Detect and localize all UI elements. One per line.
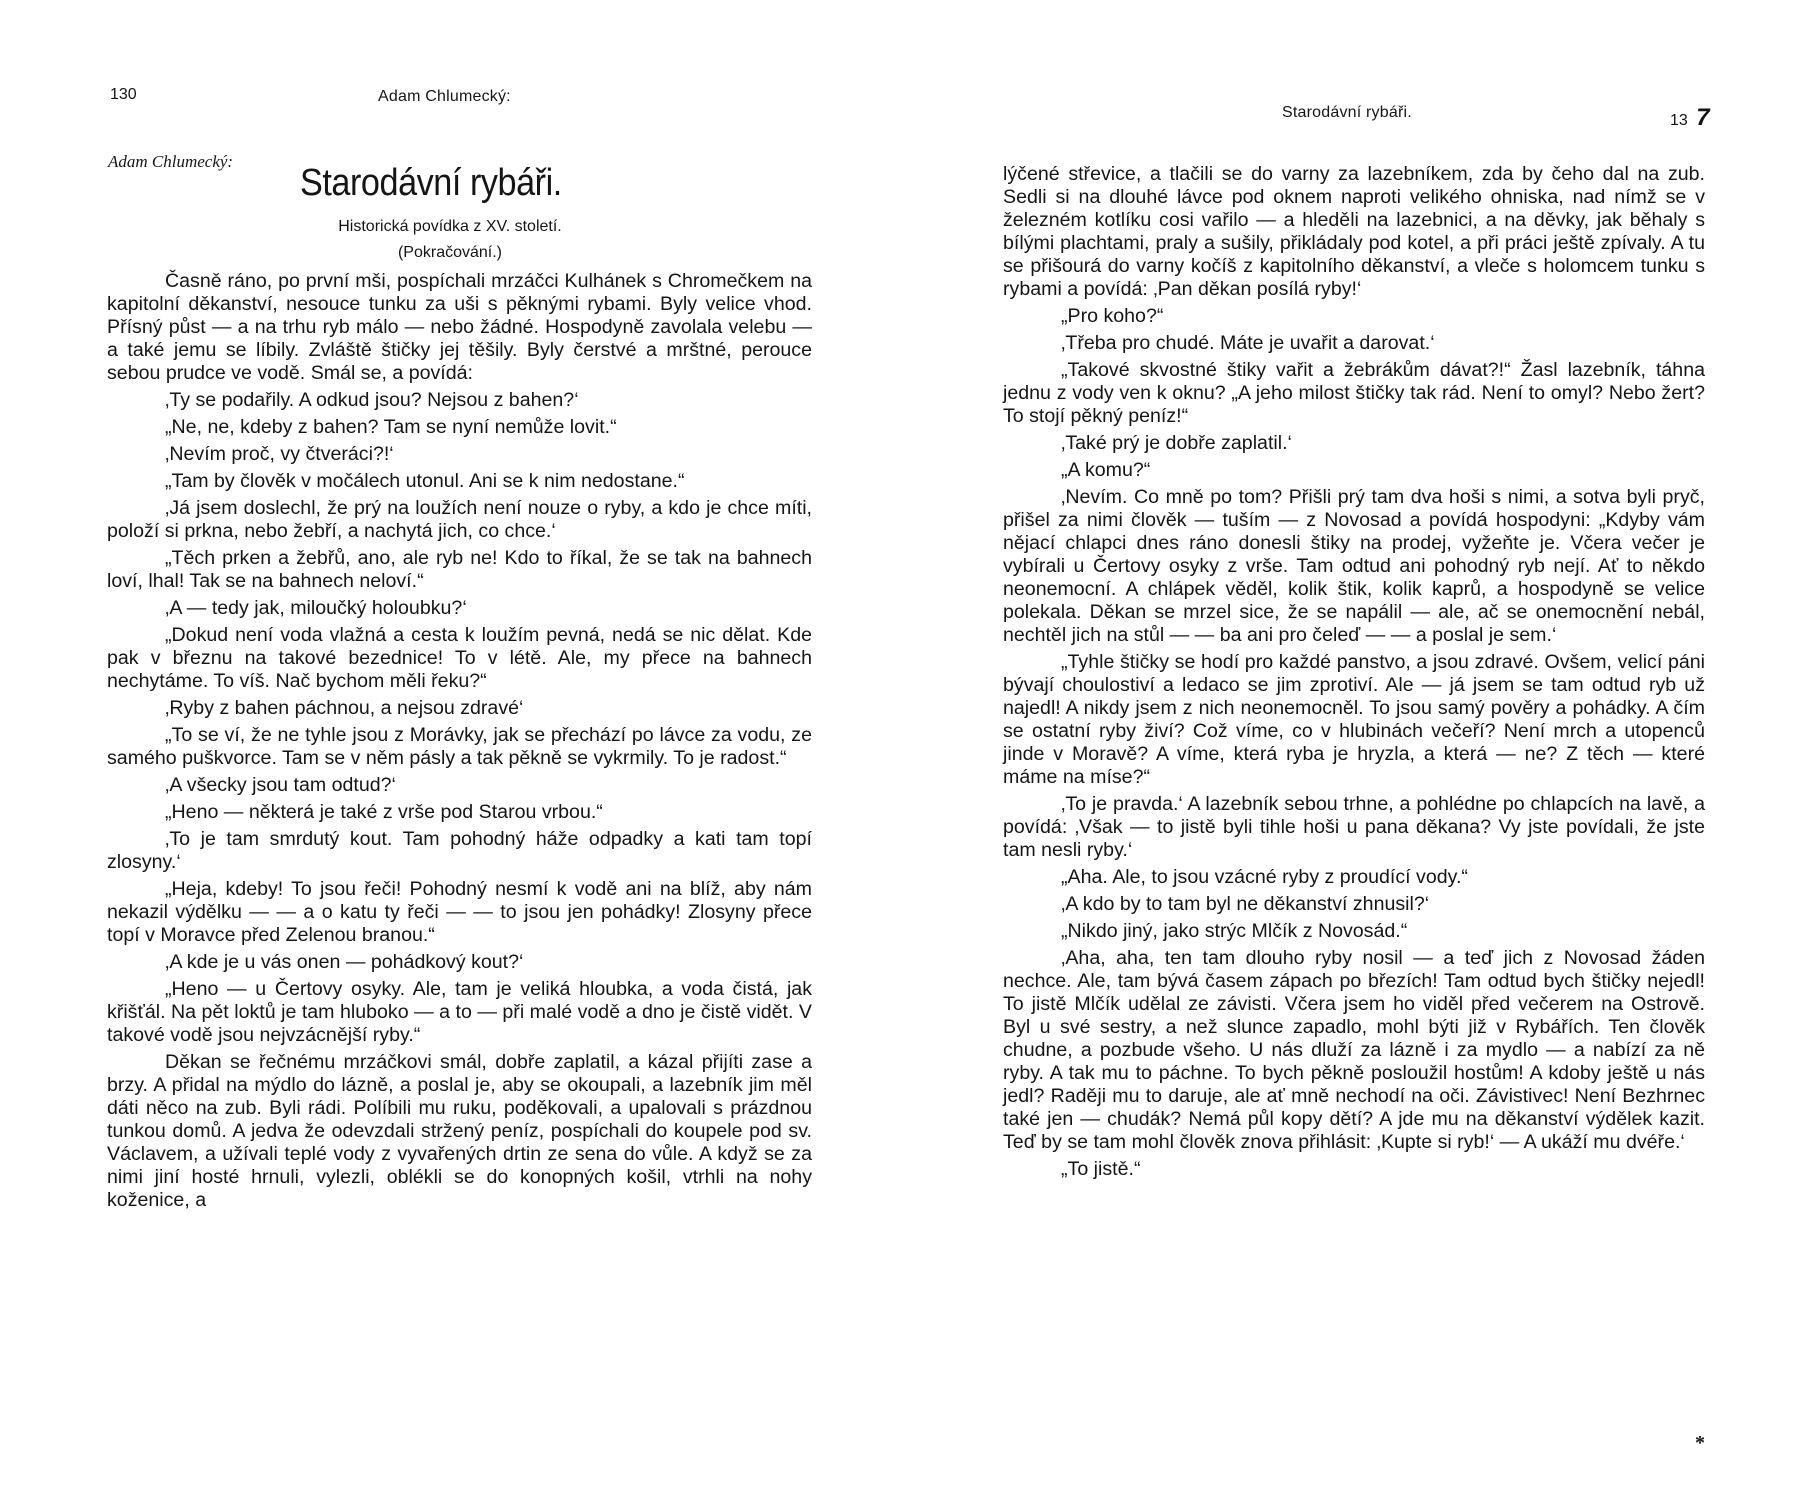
- paragraph: „Tam by člověk v močálech utonul. Ani se k nim nedostane.“: [165, 470, 685, 492]
- paragraph: „Heno — u Čertovy osyky. Ale, tam je veliká hloubka, a voda čistá, jak křišťál. Na pět loktů je tam hluboko — a to — při malé vodě a dno je čistě vidět. V takové vodě jsou nejvzácnější ryby.“: [107, 978, 812, 1046]
- paragraph: ‚A kdo by to tam byl ne děkanství zhnusil?‘: [1061, 893, 1430, 915]
- right-running-head: Starodávní rybáři.: [1282, 104, 1412, 121]
- paragraph: ‚Také prý je dobře zaplatil.‘: [1061, 432, 1292, 454]
- paragraph: lýčené střevice, a tlačili se do varny za lazebníkem, zda by čeho dal na zub. Sedli si na dlouhé lávce pod oknem naproti velikého ohniska, nad nímž se v železném kotlíku cosi vařilo — a hleděli na lazebnici, a na děvky, jak běhaly s bílými plachtami, praly a sušily, přikládaly pod kotel, a při práci ještě zpívaly. A tu se přišourá do varny kočíš z kapitolního děkanství, a vleče s holomcem tunku s rybami a povídá: ‚Pan děkan posílá ryby!‘: [1003, 163, 1705, 300]
- paragraph: „Těch prken a žebřů, ano, ale ryb ne! Kdo to říkal, že se tak na bahnech loví, lhal! Tak se na bahnech neloví.“: [107, 547, 812, 592]
- paragraph: „Takové skvostné štiky vařit a žebrákům dávat?!“ Žasl lazebník, táhna jednu z vody ven k oknu? „A jeho milost štičky tak rád. Není to omyl? Nebo žert? To stojí pěkný peníz!“: [1003, 359, 1705, 427]
- right-text-column: [1003, 163, 1705, 1185]
- paragraph: ‚To je tam smrdutý kout. Tam pohodný háže odpadky a kati tam topí zlosyny.‘: [107, 828, 812, 873]
- paragraph: „Nikdo jiný, jako strýc Mlčík z Novosád.“: [1061, 920, 1408, 942]
- paragraph: „To jistě.“: [1061, 1158, 1141, 1180]
- story-title: Starodávní rybáři.: [300, 162, 562, 204]
- left-running-head: Adam Chlumecký:: [378, 88, 511, 105]
- story-subtitle: Historická povídka z XV. století.: [338, 218, 562, 235]
- author-tag: Adam Chlumecký:: [108, 152, 234, 171]
- right-page: [900, 0, 1800, 1500]
- paragraph: „Heno — některá je také z vrše pod Starou vrbou.“: [165, 801, 603, 823]
- paragraph: „Dokud není voda vlažná a cesta k loužím pevná, nedá se nic dělat. Kde pak v březnu na takové bezednice! To v létě. Ale, my přece na bahnech nechytáme. To víš. Nač bychom měli řeku?“: [107, 624, 812, 692]
- paragraph: ‚To je pravda.‘ A lazebník sebou trhne, a pohlédne po chlapcích na lavě, a povídá: ‚Však — to jistě byli tihle hoši u pana děkana? Vy jste povídali, že jste tam nesli ryby.‘: [1003, 793, 1705, 861]
- page-number-handwritten: 7: [1696, 104, 1710, 131]
- paragraph: ‚Já jsem doslechl, že prý na loužích není nouze o ryby, a kdo je chce míti, položí si prkna, nebo žebří, a nachytá jich, co chce.‘: [107, 497, 812, 542]
- paragraph: „Aha. Ale, to jsou vzácné ryby z proudící vody.“: [1061, 866, 1468, 888]
- paragraph: „Heja, kdeby! To jsou řeči! Pohodný nesmí k vodě ani na blíž, aby nám nekazil výdělku — — a o katu ty řeči — — to jsou jen pohádky! Zlosyny přece topí v Moravce před Zelenou branou.“: [107, 878, 812, 946]
- left-text-column: [107, 270, 812, 1216]
- paragraph: „To se ví, že ne tyhle jsou z Morávky, jak se přechází po lávce za vodu, ze samého puškvorce. Tam se v něm pásly a tak pěkně se vykrmily. To je radost.“: [107, 724, 812, 769]
- right-page-number: [1670, 104, 1710, 132]
- left-page-number: 130: [110, 86, 137, 103]
- paragraph: ‚A — tedy jak, miloučký holoubku?‘: [165, 597, 467, 619]
- paragraph: ‚Aha, aha, ten tam dlouho ryby nosil — a teď jich z Novosad žáden nechce. Ale, tam bývá časem zápach po březích! Tam odtud bych štičky nejedl! To jistě Mlčík udělal ze závisti. Včera jsem ho viděl před večerem na Ostrově. Byl u své sestry, a než slunce zapadlo, mohl býti již v Rybářích. Ten člověk chudne, a pozbude všeho. U nás dluží za lázně i za mydlo — a nabízí za ně ryby. A tak mu to páchne. To bych pěkně posloužil hostům! A kdoby ještě u nás jedl? Raději mu to daruje, ale ať mně nechodí na oči. Závistivec! Není Bezhrnec také jen — chudák? Nemá půl kopy dětí? A jde mu na děkanství výdělek kazit. Teď by se tam mohl člověk znova přihlásit: ‚Kupte si ryb!‘ — A ukáží mu dvéře.‘: [1003, 947, 1705, 1153]
- paragraph: ‚A všecky jsou tam odtud?‘: [165, 774, 396, 796]
- paragraph: Časně ráno, po první mši, pospíchali mrzáčci Kulhánek s Chromečkem na kapitolní děkanství, nesouce tunku za uši s pěknými rybami. Byly velice vhod. Přísný půst — a na trhu ryb málo — nebo žádné. Hospodyně zavolala velebu — a také jemu se líbily. Zvláště štičky jej těšily. Byly čerstvé a mrštné, perouce sebou prudce ve vodě. Smál se, a povídá:: [107, 270, 812, 384]
- paragraph: ‚Ty se podařily. A odkud jsou? Nejsou z bahen?‘: [165, 389, 579, 411]
- paragraph: ‚Nevím proč, vy čtveráci?!‘: [165, 443, 394, 465]
- paragraph: „Tyhle štičky se hodí pro každé panstvo, a jsou zdravé. Ovšem, velicí páni bývají choulostiví a ledaco se jim zprotiví. Ale — já jsem se tam odtud ryb už najedl! A nikdy jsem z nich neonemocněl. To jsou samý pověry a pohádky. A čím se ostatní ryby živí? Což víme, co v hlubinách večeří? Není mrch a utopenců jinde v Moravě? A víme, která ryba je hryzla, a která — ne? Z těch — které máme na míse?“: [1003, 651, 1705, 788]
- paragraph: ‚A kde je u vás onen — pohádkový kout?‘: [165, 951, 524, 973]
- page-number-printed: 13: [1670, 112, 1688, 129]
- paragraph: ‚Třeba pro chudé. Máte je uvařit a darovat.‘: [1061, 332, 1435, 354]
- paragraph: ‚Ryby z bahen páchnou, a nejsou zdravé‘: [165, 697, 524, 719]
- margin-mark: *: [1695, 1432, 1705, 1454]
- paragraph: „Ne, ne, kdeby z bahen? Tam se nyní nemůže lovit.“: [165, 416, 617, 438]
- paragraph: ‚Nevím. Co mně po tom? Přišli prý tam dva hoši s nimi, a sotva byli pryč, přišel za nimi člověk — tuším — z Novosad a povídá hospodyni: „Kdyby vám nějací chlapci dnes ráno donesli štiky na prodej, vyžeňte je. Včera večer je vybírali u Čertovy osyky z vrše. Tam odtud ani pohodný ryb nejí. Ať to někdo neonemocní. A chlápek věděl, kolik štik, kolik kaprů, a hospodyně se velice polekala. Děkan se mrzel sice, že se napálil — ale, ač se onemocnění nebál, nechtěl jich na stůl — — ba ani pro čeleď — — a poslal je sem.‘: [1003, 486, 1705, 646]
- paragraph: „A komu?“: [1061, 459, 1151, 481]
- paragraph: „Pro koho?“: [1061, 305, 1164, 327]
- continuation-note: (Pokračování.): [397, 244, 503, 261]
- paragraph: Děkan se řečnému mrzáčkovi smál, dobře zaplatil, a kázal přijíti zase a brzy. A přidal na mýdlo do lázně, a poslal je, aby se okoupali, a lazebník jim měl dáti něco na zub. Byli rádi. Políbili mu ruku, poděkovali, a upalovali s prázdnou tunkou domů. A jedva že odevzdali stržený peníz, pospíchali do koupele pod sv. Václavem, a užívali teplé vody z vyvařených drtin ze sena do vůle. A když se za nimi jiní hosté hrnuli, vylezli, oblékli se do konopných košil, vtrhli na nohy koženice, a: [107, 1051, 812, 1211]
